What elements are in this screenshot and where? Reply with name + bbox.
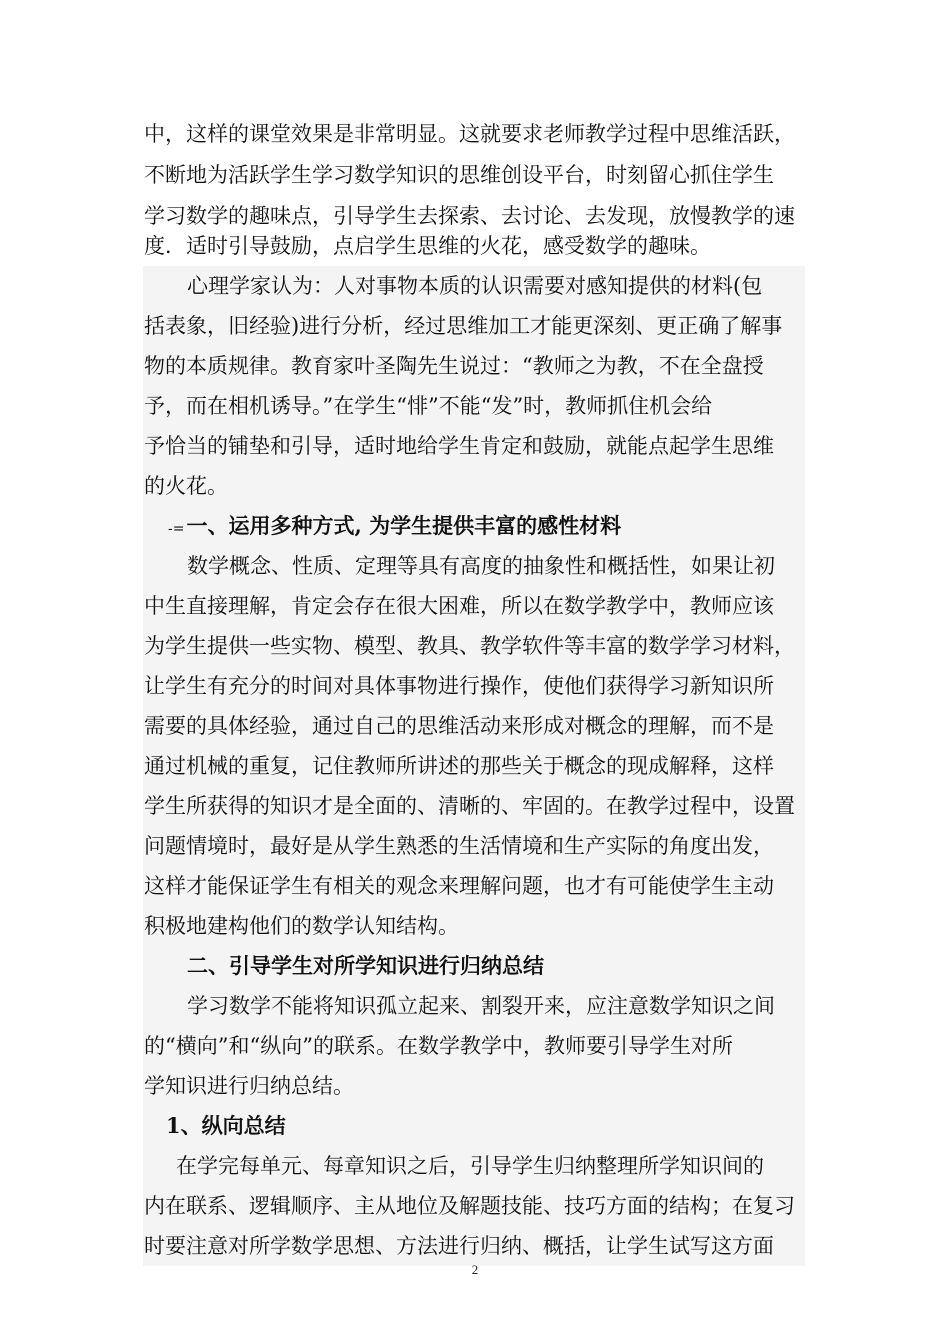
paragraph-3-line bbox=[0, 546, 950, 586]
paragraph-4-line-text: 学知识进行归纳总结。 bbox=[144, 1074, 354, 1098]
paragraph-3-line bbox=[0, 626, 950, 666]
paragraph-2-line-text: 心理学家认为：人对事物本质的认识需要对感知提供的材料(包 bbox=[187, 274, 763, 298]
section-heading-2 bbox=[0, 946, 950, 986]
paragraph-4-line bbox=[0, 1066, 950, 1106]
paragraph-3-line bbox=[0, 866, 950, 906]
paragraph-1-line-text: 度．适时引导鼓励，点启学生思维的火花，感受数学的趣味。 bbox=[144, 234, 711, 258]
paragraph-4-line-text: 的“横向”和“纵向”的联系。在数学教学中，教师要引导学生对所 bbox=[144, 1034, 733, 1058]
section-heading-1 bbox=[0, 506, 950, 546]
paragraph-5-line bbox=[0, 1186, 950, 1226]
paragraph-3-line-text: 学生所获得的知识才是全面的、清晰的、牢固的。在教学过程中，设置 bbox=[144, 794, 795, 818]
paragraph-4-line-text: 学习数学不能将知识孤立起来、割裂开来，应注意数学知识之间 bbox=[187, 994, 775, 1018]
paragraph-3-line bbox=[0, 746, 950, 786]
heading-3-text: 1、纵向总结 bbox=[166, 1113, 286, 1138]
paragraph-2-line-text: 括表象，旧经验)进行分析，经过思维加工才能更深刻、更正确了解事 bbox=[144, 314, 783, 338]
paragraph-2-line-text: 予，而在相机诱导。”在学生“悱”不能“发”时，教师抓住机会给 bbox=[144, 394, 713, 418]
paragraph-1-line bbox=[0, 155, 950, 195]
paragraph-3-line-text: 为学生提供一些实物、模型、教具、教学软件等丰富的数学学习材料， bbox=[144, 634, 795, 658]
heading-1-text: 一、运用多种方式, 为学生提供丰富的感性材料 bbox=[186, 513, 622, 538]
paragraph-5-line bbox=[0, 1226, 950, 1266]
paragraph-4-line bbox=[0, 986, 950, 1026]
paragraph-1-line bbox=[0, 226, 950, 266]
paragraph-2-line bbox=[0, 266, 950, 306]
paragraph-2-line-text: 予恰当的铺垫和引导，适时地给学生肯定和鼓励，就能点起学生思维 bbox=[144, 434, 774, 458]
paragraph-3-line-text: 需要的具体经验，通过自己的思维活动来形成对概念的理解，而不是 bbox=[144, 714, 774, 738]
paragraph-3-line-text: 这样才能保证学生有相关的观念来理解问题，也才有可能使学生主动 bbox=[144, 874, 774, 898]
paragraph-1-line-text: 不断地为活跃学生学习数学知识的思维创设平台，时刻留心抓住学生 bbox=[144, 163, 774, 187]
paragraph-3-line bbox=[0, 906, 950, 946]
paragraph-3-line-text: 通过机械的重复，记住教师所讲述的那些关于概念的现成解释，这样 bbox=[144, 754, 774, 778]
paragraph-3-line bbox=[0, 706, 950, 746]
paragraph-3-line-text: 积极地建构他们的数学认知结构。 bbox=[144, 914, 459, 938]
paragraph-4-line bbox=[0, 1026, 950, 1066]
section-heading-3 bbox=[0, 1106, 950, 1146]
paragraph-3-line bbox=[0, 786, 950, 826]
paragraph-2-line bbox=[0, 346, 950, 386]
paragraph-3-line bbox=[0, 826, 950, 866]
paragraph-2-line bbox=[0, 386, 950, 426]
heading-2-text: 二、引导学生对所学知识进行归纳总结 bbox=[187, 953, 544, 978]
paragraph-5-line-text: 内在联系、逻辑顺序、主从地位及解题技能、技巧方面的结构；在复习 bbox=[144, 1194, 795, 1218]
paragraph-2-line-text: 物的本质规律。教育家叶圣陶先生说过：“教师之为教，不在全盘授 bbox=[144, 354, 764, 378]
paragraph-2-line-text: 的火花。 bbox=[144, 474, 228, 498]
paragraph-3-line-text: 问题情境时，最好是从学生熟悉的生活情境和生产实际的角度出发， bbox=[144, 834, 774, 858]
paragraph-5-line-text: 在学完每单元、每章知识之后，引导学生归纳整理所学知识间的 bbox=[176, 1154, 764, 1178]
paragraph-1-line-text: 学习数学的趣味点，引导学生去探索、去讨论、去发现，放慢教学的速 bbox=[144, 204, 795, 228]
paragraph-2-line bbox=[0, 466, 950, 506]
paragraph-1-line bbox=[0, 114, 950, 154]
paragraph-3-line bbox=[0, 666, 950, 706]
paragraph-2-line bbox=[0, 306, 950, 346]
paragraph-3-line-text: 数学概念、性质、定理等具有高度的抽象性和概括性，如果让初 bbox=[187, 554, 775, 578]
heading-1-marker: -= bbox=[168, 521, 185, 537]
paragraph-5-line bbox=[0, 1146, 950, 1186]
paragraph-3-line-text: 让学生有充分的时间对具体事物进行操作，使他们获得学习新知识所 bbox=[144, 674, 774, 698]
paragraph-1-line-text: 中，这样的课堂效果是非常明显。这就要求老师教学过程中思维活跃， bbox=[144, 122, 795, 146]
paragraph-3-line bbox=[0, 586, 950, 626]
paragraph-5-line-text: 时要注意对所学数学思想、方法进行归纳、概括，让学生试写这方面 bbox=[144, 1234, 774, 1258]
paragraph-2-line bbox=[0, 426, 950, 466]
paragraph-3-line-text: 中生直接理解，肯定会存在很大困难，所以在数学教学中，教师应该 bbox=[144, 594, 774, 618]
page-number: 2 bbox=[471, 1262, 479, 1277]
